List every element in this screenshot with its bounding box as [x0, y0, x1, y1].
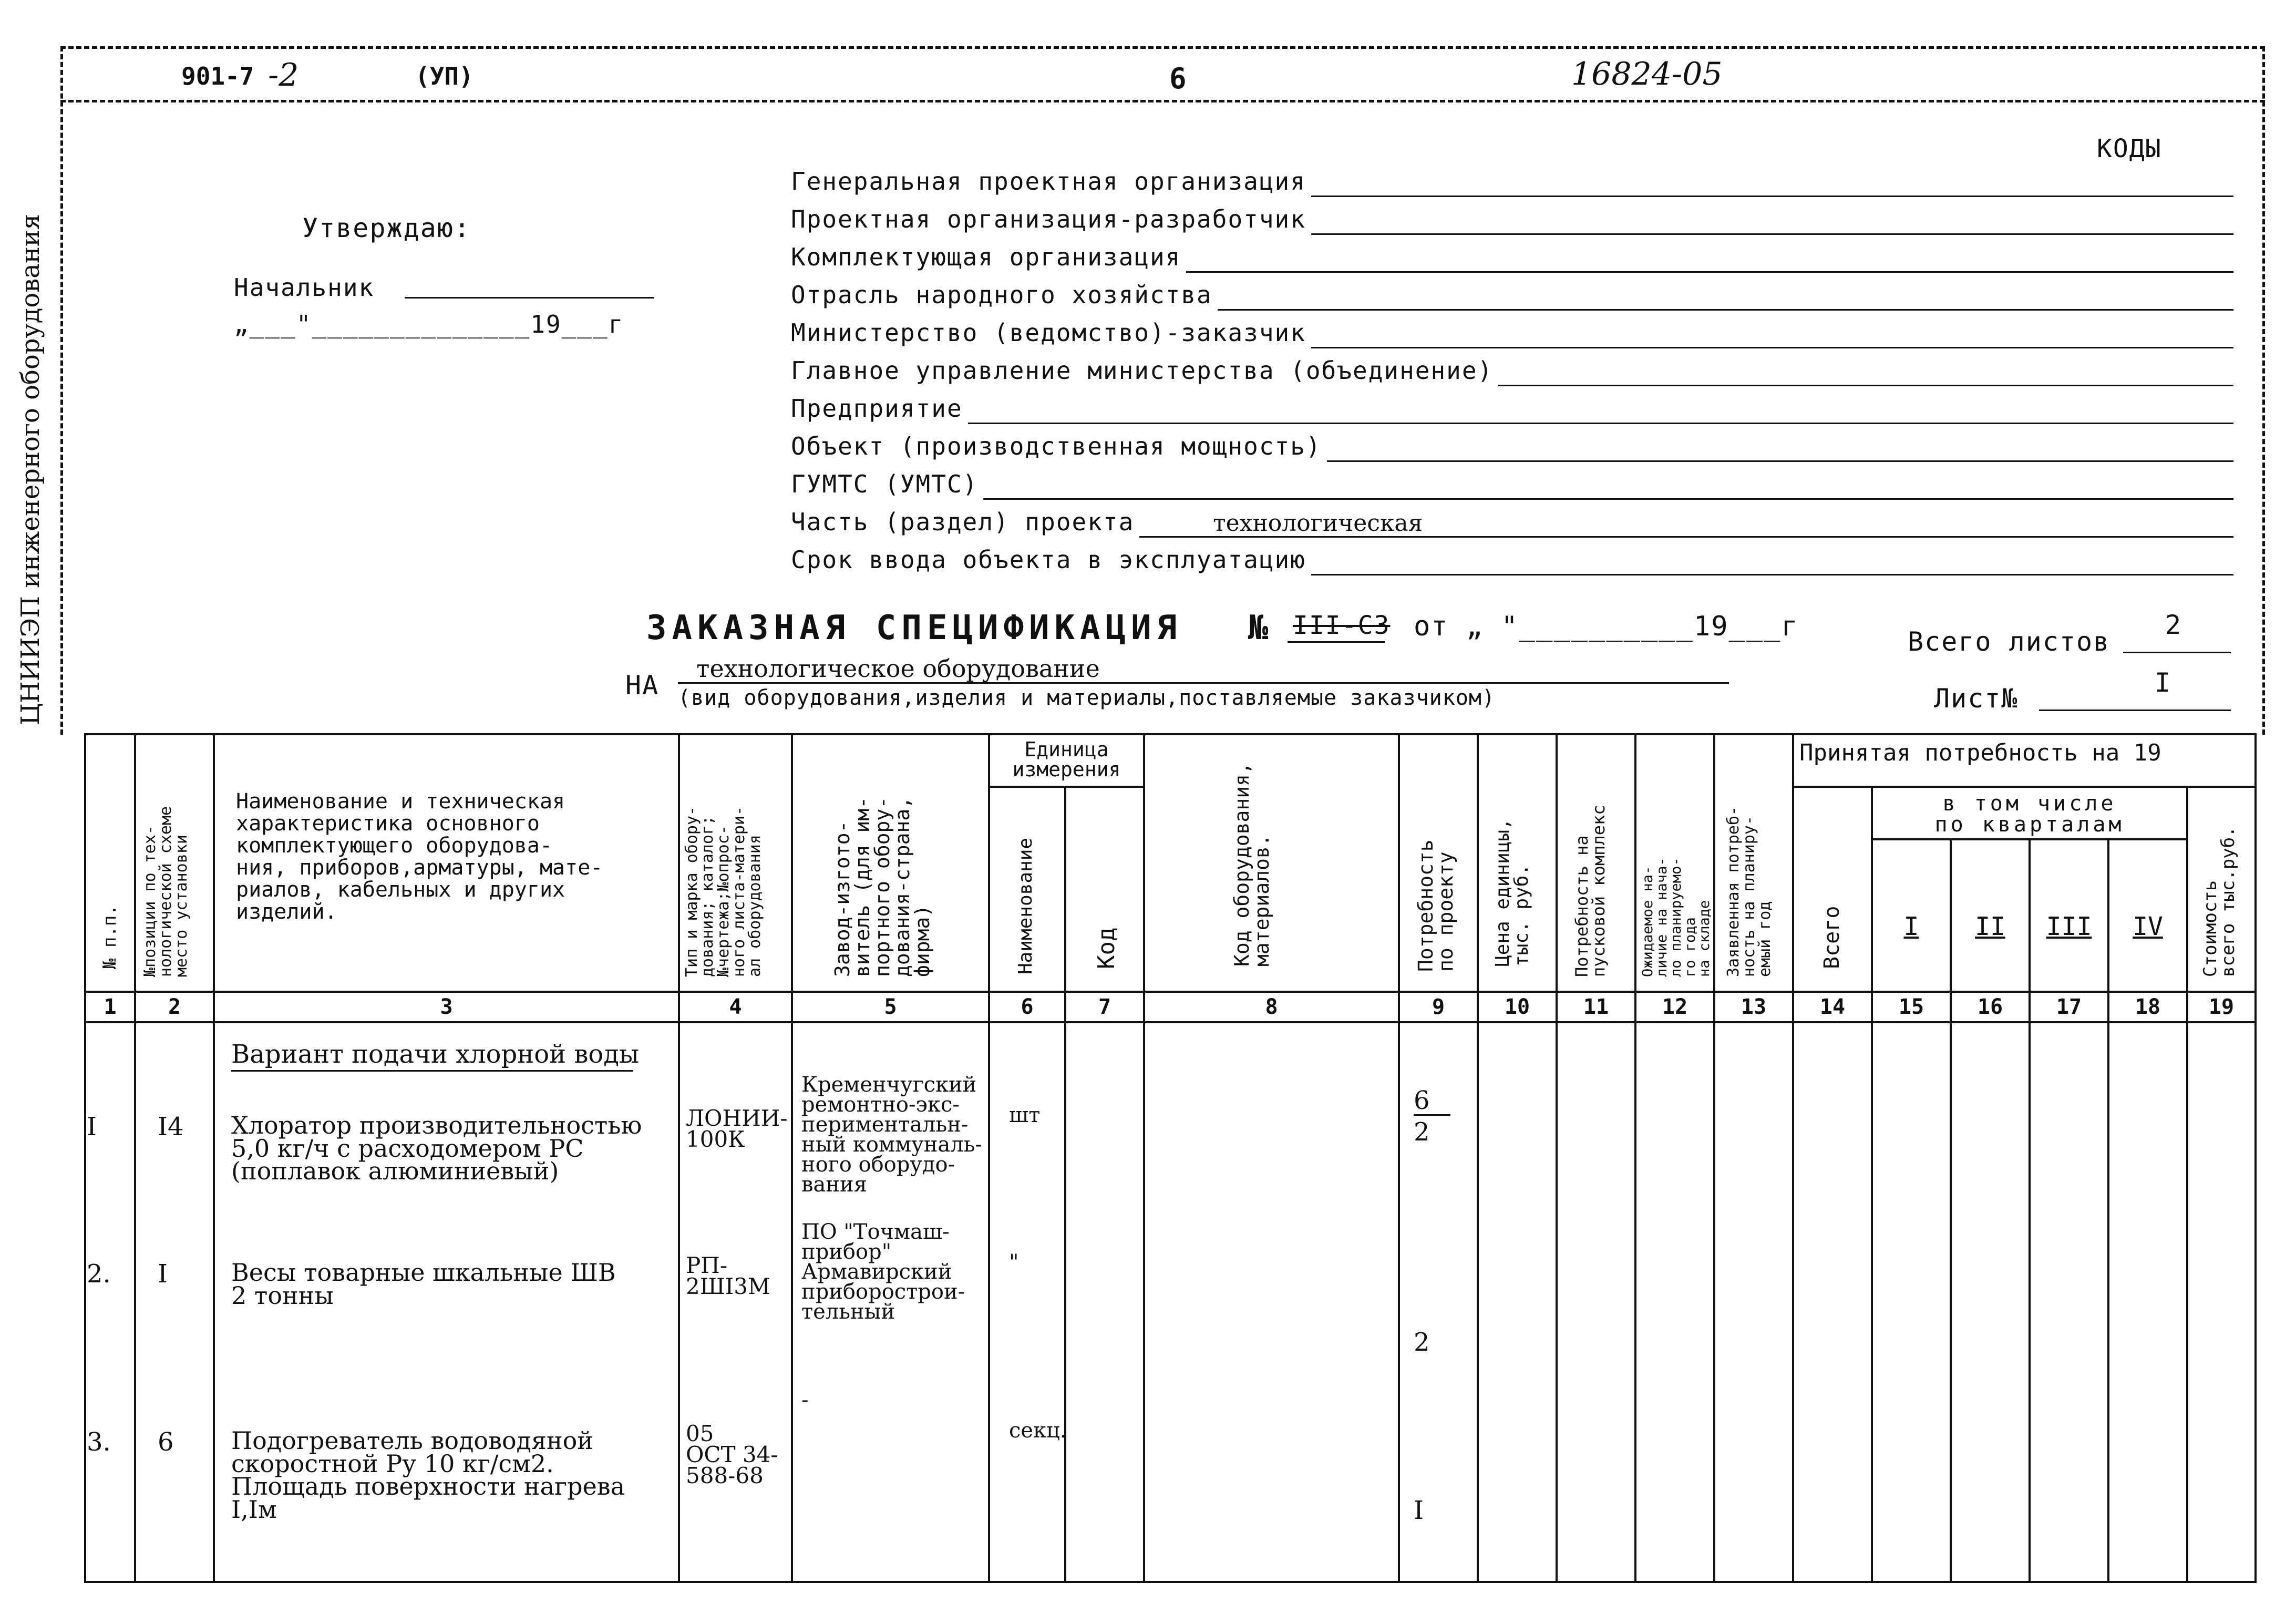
- header-cell-price: [1478, 734, 1557, 992]
- body-col-expected: [1635, 1022, 1714, 1582]
- side-organization-label: ЦНИИЭП инженерного оборудования: [16, 213, 45, 725]
- header-cell-cost: [2187, 787, 2256, 992]
- header-q3: III: [2046, 912, 2092, 941]
- header-cell-unit-name: [989, 787, 1065, 992]
- sheet-label: Лист№: [1934, 683, 2019, 714]
- header-name: Наименование и техническая характеристика основного комплектующего оборудова- ния, приборов,арматуры, мате- риалов, кабельных и других изделий.: [236, 789, 603, 924]
- header-cell-declared: [1714, 734, 1793, 992]
- org-field-label: Проектная организация-разработчик: [791, 205, 1306, 233]
- row-maker: ПО "Точмаш- прибор" Армавирский приборострои- тельный: [801, 1220, 965, 1324]
- body-col-declared: [1714, 1022, 1793, 1582]
- org-field-value: технологическая: [1213, 510, 1423, 537]
- section-title: Вариант подачи хлорной воды: [231, 1040, 640, 1069]
- column-number: 15: [1872, 992, 1951, 1022]
- body-col-q1: [1872, 1022, 1951, 1582]
- header-expected: Ожидаемое на- личие на нача- ло планируемо- го года на складе: [1640, 857, 1713, 977]
- row-unit: ": [1009, 1250, 1019, 1274]
- row-number: 2.: [87, 1259, 111, 1289]
- header-equipment-code: Код оборудования, материалов.: [1230, 762, 1273, 967]
- column-number: 10: [1478, 992, 1557, 1022]
- header-cell-unit-code: [1065, 787, 1144, 992]
- row-type: 05 ОСТ 34- 588-68: [686, 1421, 778, 1488]
- section-title-underline: [231, 1070, 633, 1072]
- body-col-position: [135, 1022, 214, 1582]
- org-field-label: Генеральная проектная организация: [791, 167, 1306, 196]
- column-numbers-row: [85, 992, 2256, 1022]
- body-col-q2: [1951, 1022, 2030, 1582]
- header-quarters-group: в том числе по кварталам: [1934, 791, 2125, 837]
- specification-number-label: №: [1248, 609, 1269, 647]
- org-field-label: ГУМТС (УМТС): [791, 470, 979, 498]
- column-number: 4: [679, 992, 792, 1022]
- org-field-line[interactable]: [968, 423, 2233, 424]
- header-maker: Завод-изгото- витель (для им- портного обору- дования-страна, фирма): [831, 796, 934, 977]
- org-field-label: Срок ввода объекта в эксплуатацию: [791, 546, 1306, 574]
- header-cell-q4: [2108, 839, 2187, 992]
- specification-number: III-C3: [1293, 611, 1391, 640]
- body-col-cost: [2187, 1022, 2256, 1582]
- org-field-line[interactable]: [1186, 271, 2233, 273]
- total-sheets-label: Всего листов: [1908, 626, 2110, 657]
- header-need: Потребность по проекту: [1414, 839, 1457, 972]
- row-need-bottom: 2: [1414, 1328, 1430, 1357]
- org-field-label: Отрасль народного хозяйства: [791, 281, 1212, 309]
- org-field-label: Часть (раздел) проекта: [791, 508, 1135, 536]
- header-cell-q3: [2030, 839, 2108, 992]
- header-cell-maker: [792, 734, 989, 992]
- org-field-line[interactable]: [1311, 196, 2233, 197]
- body-col-unit-code: [1065, 1022, 1144, 1582]
- column-number: 12: [1635, 992, 1714, 1022]
- org-field-label: Министерство (ведомство)-заказчик: [791, 318, 1306, 347]
- header-total: Всего: [1820, 906, 1844, 969]
- page-number: 6: [1169, 62, 1187, 95]
- header-declared: Заявленная потреб- ность на планиру- емый год: [1724, 806, 1774, 977]
- issue-number: -2: [268, 57, 299, 94]
- org-field-line[interactable]: [1311, 233, 2233, 235]
- org-field-line[interactable]: [983, 498, 2233, 500]
- specification-number-line: [1288, 641, 1385, 643]
- header-number: № п.п.: [99, 904, 120, 969]
- org-field-label: Предприятие: [791, 394, 963, 423]
- row-unit: шт: [1009, 1103, 1041, 1127]
- frame-left: [60, 46, 63, 735]
- album-number: (УП): [415, 62, 473, 90]
- column-number: 7: [1065, 992, 1144, 1022]
- row-maker: Кременчугский ремонтно-экс- периментальн- ный коммуналь- ного оборудо- вания: [801, 1073, 982, 1197]
- header-cell-unit-group: [989, 734, 1144, 787]
- header-cell-accepted-group: [1793, 734, 2256, 787]
- total-sheets-line: [2123, 652, 2231, 653]
- row-unit: секц.: [1009, 1418, 1067, 1443]
- header-position: №позиции по тех- нологической схеме место установки: [141, 806, 191, 977]
- body-col-q4: [2108, 1022, 2187, 1582]
- org-field-line[interactable]: [1498, 385, 2233, 386]
- header-cell-expected: [1635, 734, 1714, 992]
- row-maker: -: [801, 1388, 809, 1412]
- row-name: Весы товарные шкальные ШВ 2 тонны: [231, 1258, 616, 1310]
- specification-date: от „ "__________19___г: [1414, 611, 1799, 642]
- column-number: 13: [1714, 992, 1793, 1022]
- header-q2: II: [1975, 912, 2005, 941]
- body-col-need: [1399, 1022, 1478, 1582]
- on-value: технологическое оборудование: [696, 654, 1100, 683]
- header-price: Цена единицы, тыс. руб.: [1492, 818, 1532, 967]
- total-sheets-value: 2: [2165, 610, 2182, 640]
- row-name: Подогреватель водоводяной скоростной Ру 10 кг/см2. Площадь поверхности нагрева I,Iм: [231, 1426, 625, 1524]
- column-number: 19: [2187, 992, 2256, 1022]
- approval-chief-line: [405, 297, 654, 299]
- approval-title: Утверждаю:: [302, 213, 471, 243]
- header-start-complex: Потребность на пусковой комплекс: [1572, 805, 1609, 977]
- approval-date: „___"______________19___г: [234, 310, 624, 338]
- approval-chief-label: Начальник: [234, 273, 375, 302]
- org-field-line[interactable]: [1218, 309, 2233, 311]
- org-field-line[interactable]: [1311, 574, 2233, 575]
- column-number: 17: [2030, 992, 2108, 1022]
- frame-top: [60, 46, 2265, 49]
- row-number: 3.: [87, 1427, 111, 1457]
- column-number: 9: [1399, 992, 1478, 1022]
- document-number: 16824-05: [1571, 56, 1723, 92]
- row-need-bottom: 2: [1414, 1117, 1430, 1147]
- row-position: I4: [158, 1112, 184, 1142]
- column-number: 18: [2108, 992, 2187, 1022]
- header-q4: IV: [2133, 912, 2163, 941]
- sheet-line: [2039, 710, 2231, 711]
- column-number: 1: [85, 992, 135, 1022]
- body-col-price: [1478, 1022, 1557, 1582]
- header-q1: I: [1903, 912, 1919, 941]
- header-cell-equipment-code: [1144, 734, 1399, 992]
- header-cell-type: [679, 734, 792, 992]
- row-type: ЛОНИИ- 100К: [686, 1105, 788, 1152]
- header-accepted-group: Принятая потребность на 19: [1799, 739, 2161, 766]
- row-position: 6: [158, 1427, 174, 1457]
- row-need-top: 6: [1414, 1086, 1430, 1115]
- row-number: I: [87, 1112, 97, 1142]
- body-col-total: [1793, 1022, 1872, 1582]
- column-number: 5: [792, 992, 989, 1022]
- row-type: РП- 2ШI3М: [686, 1252, 770, 1299]
- header-type: Тип и марка обору- дования; каталог; №чертежа;№опрос- ного листа-матери- ал оборудования: [683, 806, 764, 977]
- on-hint: (вид оборудования,изделия и материалы,поставляемые заказчиком): [678, 686, 1496, 710]
- org-field-label: Объект (производственная мощность): [791, 432, 1322, 460]
- on-value-line: [678, 682, 1729, 684]
- header-cell-start-complex: [1557, 734, 1635, 992]
- row-need-fraction-line: [1414, 1114, 1450, 1116]
- header-cell-total: [1793, 787, 1872, 992]
- codes-label: КОДЫ: [2097, 134, 2162, 163]
- header-cell-need: [1399, 734, 1478, 992]
- body-col-start-complex: [1557, 1022, 1635, 1582]
- column-number: 6: [989, 992, 1065, 1022]
- frame-right: [2262, 46, 2265, 735]
- row-name: Хлоратор производительностью 5,0 кг/ч с расходомером РС (поплавок алюминиевый): [231, 1111, 642, 1186]
- body-col-q3: [2030, 1022, 2108, 1582]
- project-code: 901-7: [181, 62, 254, 90]
- row-need-bottom: I: [1414, 1496, 1424, 1525]
- column-number: 11: [1557, 992, 1635, 1022]
- header-cell-name: [214, 734, 679, 992]
- org-field-line[interactable]: [1311, 347, 2233, 348]
- header-unit-group: Единица измерения: [1012, 738, 1121, 781]
- on-label: НА: [625, 670, 660, 701]
- column-number: 8: [1144, 992, 1399, 1022]
- column-number: 2: [135, 992, 214, 1022]
- column-number: 3: [214, 992, 679, 1022]
- sheet-value: I: [2155, 667, 2172, 698]
- header-cell-q2: [1951, 839, 2030, 992]
- header-cell-number: [85, 734, 135, 992]
- header-cell-position: [135, 734, 214, 992]
- specification-title: ЗАКАЗНАЯ СПЕЦИФИКАЦИЯ: [646, 609, 1182, 647]
- row-position: I: [158, 1259, 168, 1289]
- org-field-line[interactable]: [1327, 460, 2233, 462]
- header-cost: Стоимость всего тыс.руб.: [2200, 826, 2239, 977]
- column-number: 14: [1793, 992, 1872, 1022]
- column-number: 16: [1951, 992, 2030, 1022]
- body-col-equipment-code: [1144, 1022, 1399, 1582]
- header-unit-name: Наименование: [1015, 837, 1036, 974]
- header-cell-q1: [1872, 839, 1951, 992]
- org-field-label: Главное управление министерства (объединение): [791, 356, 1494, 385]
- header-unit-code: Код: [1093, 927, 1120, 969]
- body-col-number: [85, 1022, 135, 1582]
- frame-stamp-divider: [60, 100, 2265, 102]
- header-cell-quarters-group: [1872, 787, 2187, 839]
- org-field-label: Комплектующая организация: [791, 243, 1181, 271]
